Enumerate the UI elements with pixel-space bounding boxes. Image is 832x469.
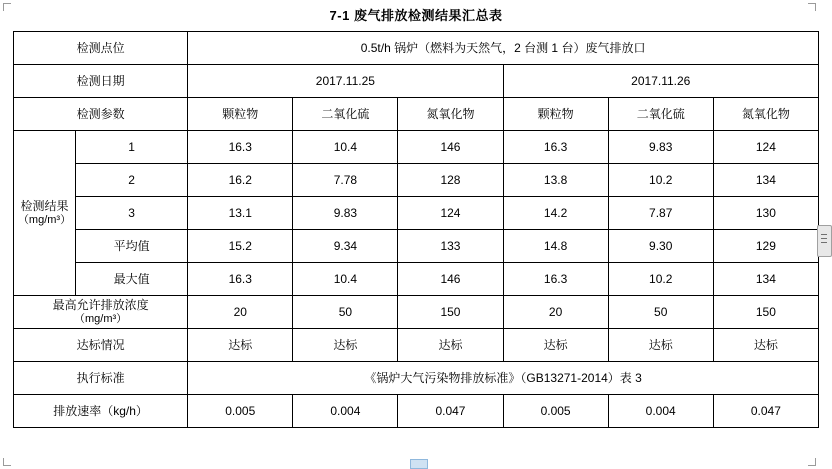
scroll-handle[interactable] (817, 225, 832, 257)
result-3-value-4: 14.2 (503, 197, 608, 230)
result-3-value-6: 130 (713, 197, 818, 230)
result-3-value-2: 9.83 (293, 197, 398, 230)
result-row-name-1: 1 (76, 131, 188, 164)
rate-label: 排放速率（kg/h） (14, 395, 188, 428)
table-row-date (14, 65, 819, 98)
result-1-value-5: 9.83 (608, 131, 713, 164)
compliance-value-6: 达标 (713, 329, 818, 362)
result-max-value-6: 134 (713, 263, 818, 296)
result-avg-value-1: 15.2 (188, 230, 293, 263)
result-max-value-5: 10.2 (608, 263, 713, 296)
result-max-value-1: 16.3 (188, 263, 293, 296)
table-row-result-1 (14, 131, 819, 164)
page-bottom-marker (410, 459, 428, 469)
table-row-result-average (14, 230, 819, 263)
result-max-value-4: 16.3 (503, 263, 608, 296)
table-row-parameters (14, 98, 819, 131)
emission-results-table (13, 31, 819, 428)
result-avg-value-2: 9.34 (293, 230, 398, 263)
parameter-4: 颗粒物 (503, 98, 608, 131)
result-3-value-3: 124 (398, 197, 503, 230)
result-3-value-1: 13.1 (188, 197, 293, 230)
page-title: 7-1 废气排放检测结果汇总表 (329, 8, 503, 23)
limit-value-1: 20 (188, 296, 293, 329)
result-1-value-2: 10.4 (293, 131, 398, 164)
table-row-compliance (14, 329, 819, 362)
corner-mark-top-right (808, 3, 816, 11)
table-row-site (14, 32, 819, 65)
result-avg-value-3: 133 (398, 230, 503, 263)
limit-value-6: 150 (713, 296, 818, 329)
result-3-value-5: 7.87 (608, 197, 713, 230)
compliance-value-4: 达标 (503, 329, 608, 362)
result-row-name-average: 平均值 (76, 230, 188, 263)
result-avg-value-6: 129 (713, 230, 818, 263)
rate-value-2: 0.004 (293, 395, 398, 428)
limit-unit-text: （mg/m³） (74, 312, 128, 325)
limit-value-4: 20 (503, 296, 608, 329)
result-row-name-max: 最大值 (76, 263, 188, 296)
parameter-2: 二氧化硫 (293, 98, 398, 131)
result-2-value-2: 7.78 (293, 164, 398, 197)
result-label-text: 检测结果 (20, 198, 69, 213)
limit-label (14, 296, 188, 329)
date-value-2: 2017.11.26 (503, 65, 818, 98)
rate-value-1: 0.005 (188, 395, 293, 428)
rate-value-3: 0.047 (398, 395, 503, 428)
corner-mark-bottom-left (3, 458, 11, 466)
date-value-1: 2017.11.25 (188, 65, 503, 98)
result-2-value-5: 10.2 (608, 164, 713, 197)
rate-value-5: 0.004 (608, 395, 713, 428)
result-1-value-4: 16.3 (503, 131, 608, 164)
result-unit-text: （mg/m³） (17, 213, 72, 226)
table-row-result-2 (14, 164, 819, 197)
table-row-limit (14, 296, 819, 329)
limit-value-3: 150 (398, 296, 503, 329)
compliance-label: 达标情况 (14, 329, 188, 362)
compliance-value-5: 达标 (608, 329, 713, 362)
result-2-value-3: 128 (398, 164, 503, 197)
standard-value: 《锅炉大气污染物排放标准》（GB13271-2014）表 3 (188, 362, 819, 395)
table-row-rate (14, 395, 819, 428)
date-label: 检测日期 (14, 65, 188, 98)
site-value: 0.5t/h 锅炉（燃料为天然气，2 台测 1 台）废气排放口 (188, 32, 819, 65)
result-label (14, 131, 76, 296)
site-label: 检测点位 (14, 32, 188, 65)
table-row-result-3 (14, 197, 819, 230)
result-1-value-3: 146 (398, 131, 503, 164)
limit-value-2: 50 (293, 296, 398, 329)
limit-label-text: 最高允许排放浓度 (52, 297, 149, 312)
limit-value-5: 50 (608, 296, 713, 329)
compliance-value-2: 达标 (293, 329, 398, 362)
parameter-label: 检测参数 (14, 98, 188, 131)
compliance-value-3: 达标 (398, 329, 503, 362)
result-max-value-3: 146 (398, 263, 503, 296)
result-1-value-6: 124 (713, 131, 818, 164)
corner-mark-bottom-right (808, 458, 816, 466)
result-row-name-3: 3 (76, 197, 188, 230)
result-avg-value-5: 9.30 (608, 230, 713, 263)
result-max-value-2: 10.4 (293, 263, 398, 296)
result-2-value-4: 13.8 (503, 164, 608, 197)
parameter-3: 氮氧化物 (398, 98, 503, 131)
result-avg-value-4: 14.8 (503, 230, 608, 263)
result-2-value-6: 134 (713, 164, 818, 197)
corner-mark-top-left (3, 3, 11, 11)
standard-label: 执行标准 (14, 362, 188, 395)
rate-value-4: 0.005 (503, 395, 608, 428)
compliance-value-1: 达标 (188, 329, 293, 362)
table-row-standard (14, 362, 819, 395)
parameter-5: 二氧化硫 (608, 98, 713, 131)
result-2-value-1: 16.2 (188, 164, 293, 197)
result-row-name-2: 2 (76, 164, 188, 197)
result-1-value-1: 16.3 (188, 131, 293, 164)
rate-value-6: 0.047 (713, 395, 818, 428)
table-row-result-max (14, 263, 819, 296)
parameter-6: 氮氧化物 (713, 98, 818, 131)
parameter-1: 颗粒物 (188, 98, 293, 131)
